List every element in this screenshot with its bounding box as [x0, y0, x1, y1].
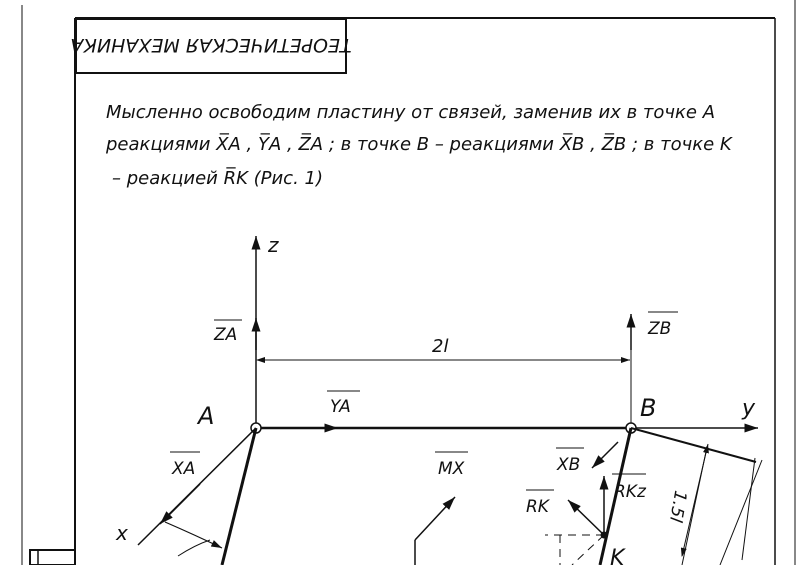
z-axis-label: z: [268, 233, 279, 257]
text-line-3: – реакцией R̅K (Рис. 1): [112, 168, 323, 189]
dim-ext-2: [720, 460, 762, 565]
angle-arc: [165, 522, 222, 548]
text-line-1: Мысленно освободим пластину от связей, заменив их в точке A: [106, 102, 716, 123]
mx-arrow: [415, 497, 455, 540]
za-label: ZA: [214, 325, 238, 345]
point-k-marker: [601, 532, 608, 539]
dim-15l-line-2: [742, 458, 755, 560]
zb-label: ZB: [648, 319, 672, 339]
stamp-fragment: [30, 550, 75, 565]
point-k-label: K: [610, 546, 625, 565]
page-title: ТЕОРЕТИЧЕСКАЯ МЕХАНИКА: [70, 34, 352, 56]
xa-arrow: [160, 484, 200, 524]
angle-arc-inner: [178, 540, 210, 556]
rkz-label: RKz: [614, 482, 646, 502]
point-a-label: A: [198, 402, 215, 430]
y-axis-label: y: [742, 396, 756, 421]
dim-15l-label: 1.5l: [664, 488, 691, 524]
plate-edge-b: [631, 428, 756, 462]
mx-label: MX: [438, 459, 465, 479]
x-axis-label: x: [116, 521, 128, 545]
xb-label: XB: [557, 455, 581, 475]
rk-label: RK: [526, 497, 549, 517]
point-b-label: B: [640, 394, 657, 422]
xb-arrow: [592, 442, 618, 468]
xa-label: XA: [172, 459, 196, 479]
k-dashed-diagonal: [572, 535, 604, 565]
plate-edge-a: [222, 428, 256, 565]
rk-arrow: [568, 500, 604, 535]
ya-label: YA: [330, 397, 351, 417]
text-line-2: реакциями X̅A , Y̅A , Z̅A ; в точке B – реакциями X̅B , Z̅B ; в точке K: [106, 134, 732, 155]
dim-2l-label: 2l: [432, 336, 449, 357]
